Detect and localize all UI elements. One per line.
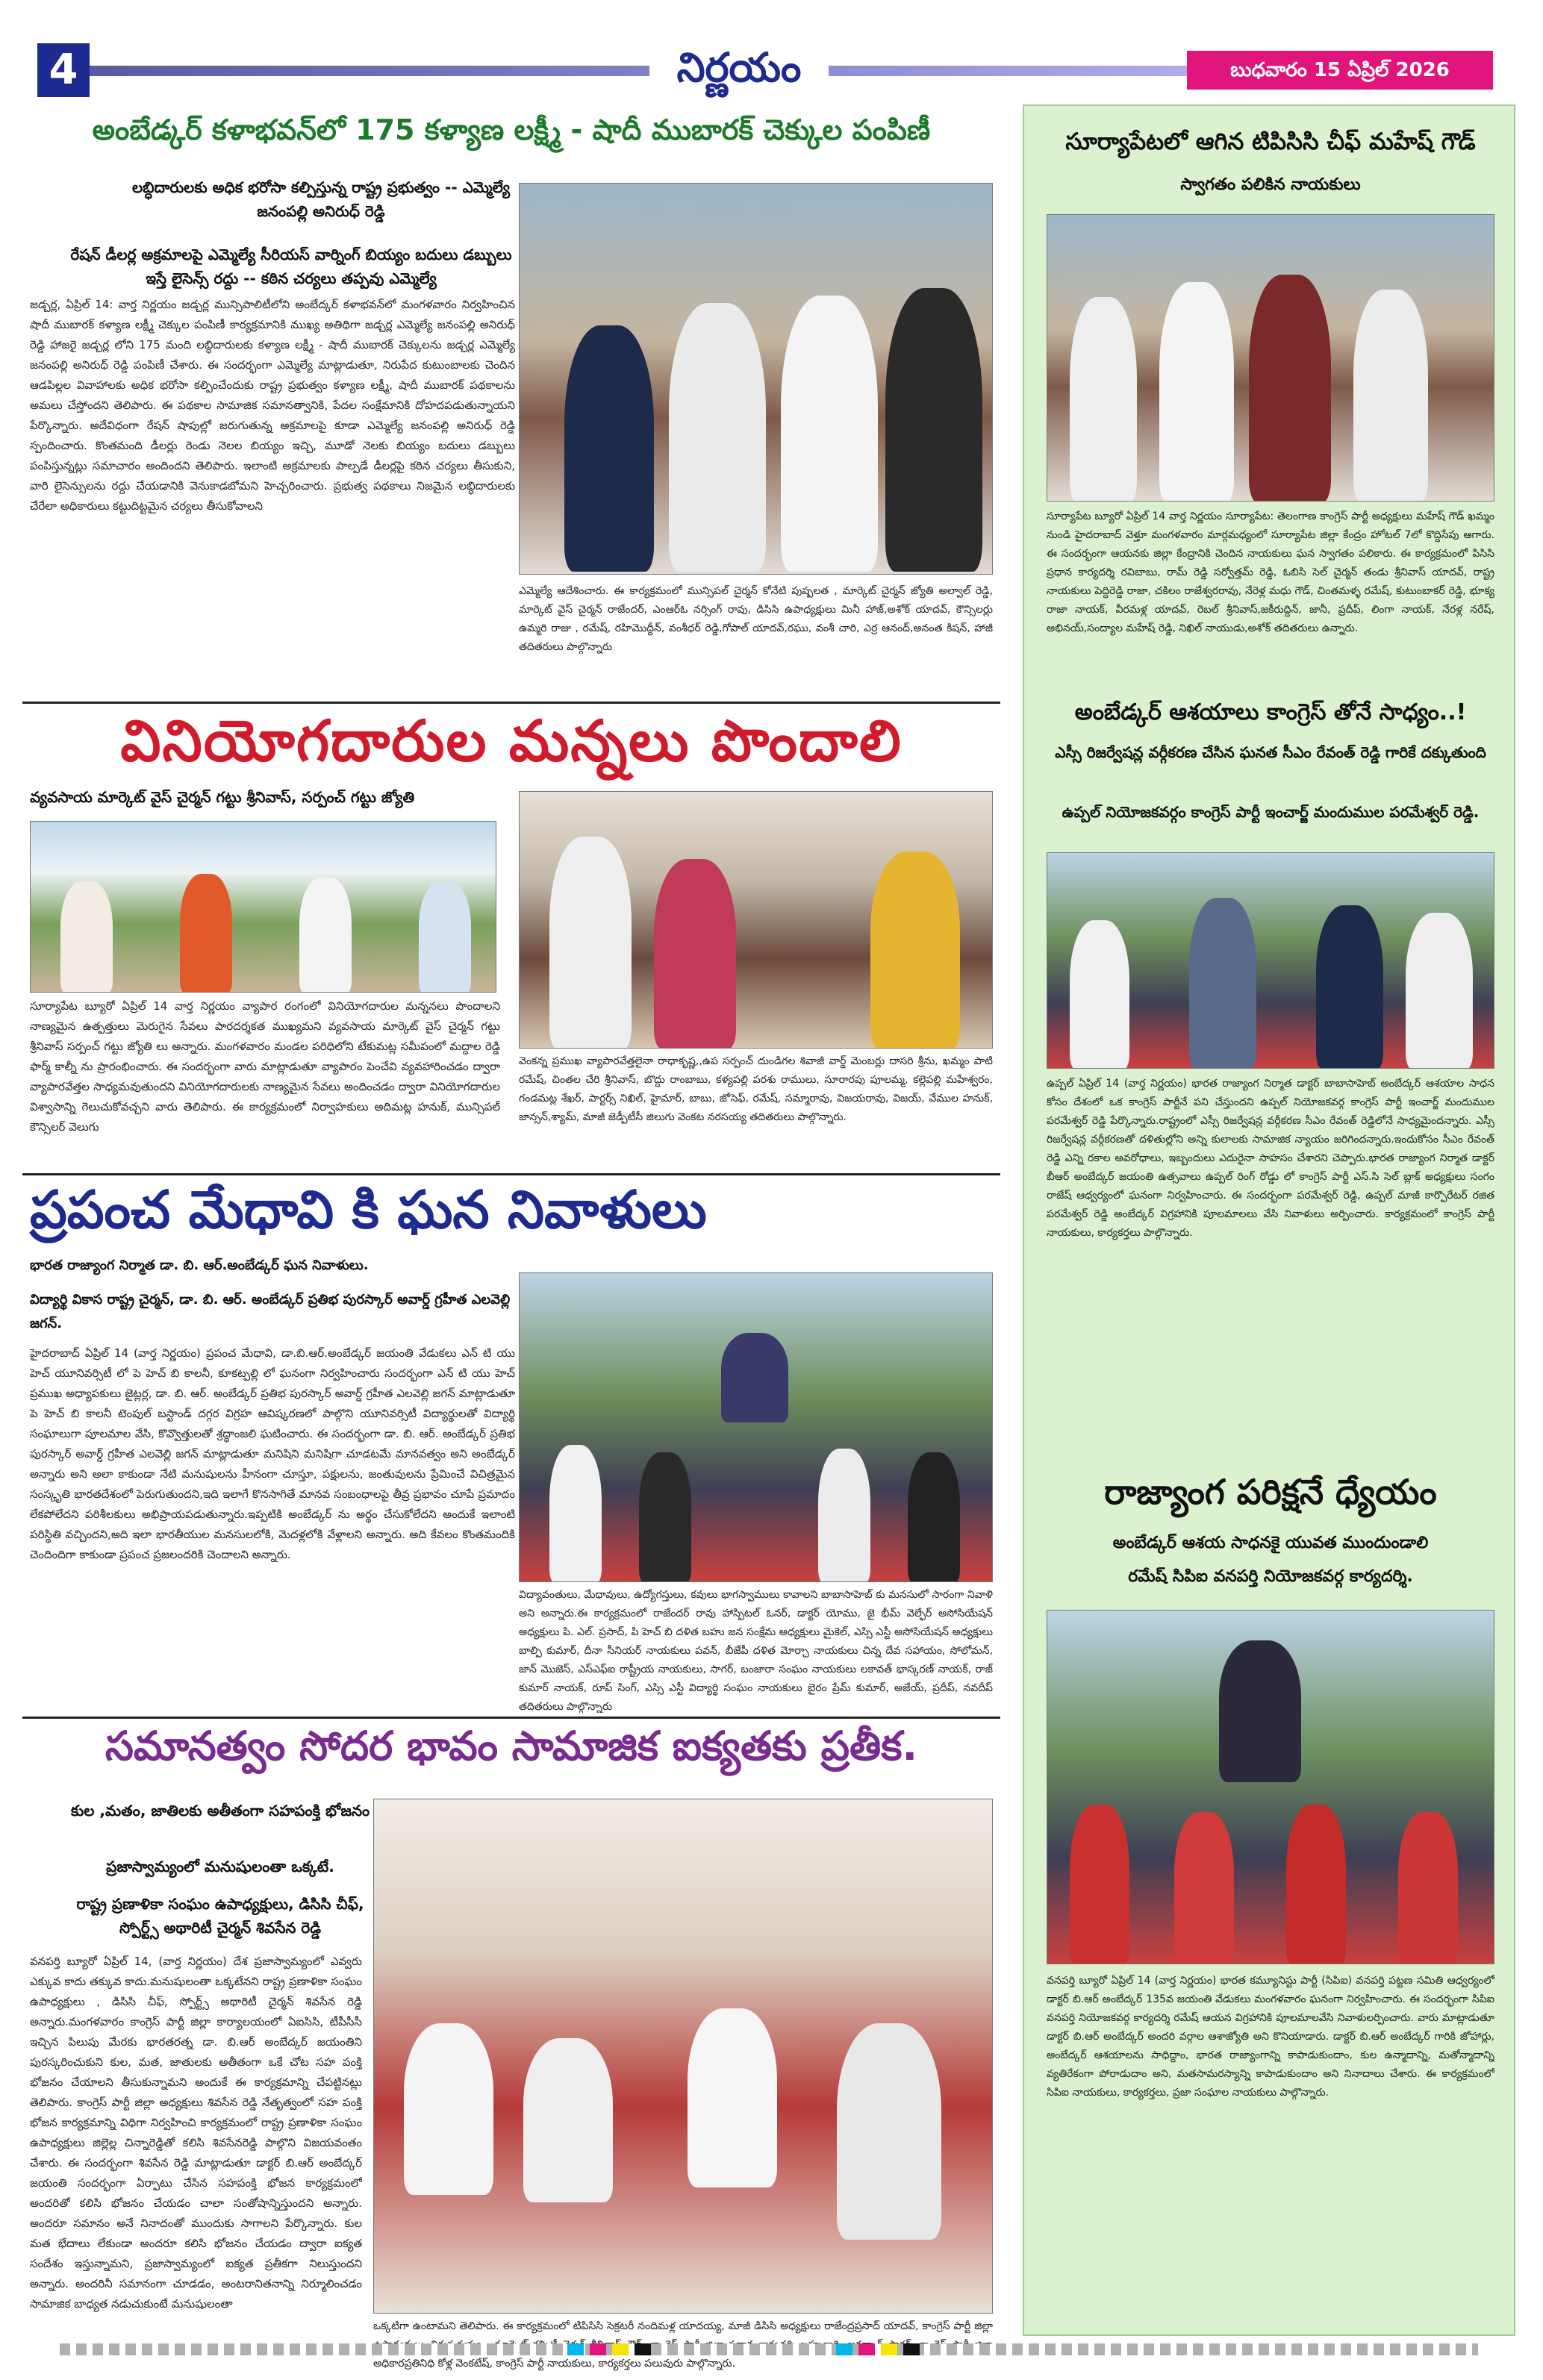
photo-figure: [885, 288, 982, 572]
story4-subhead-3: రాష్ట్ర ప్రణాళికా సంఘం ఉపాధ్యక్షులు, డిసిసి చీఫ్, స్పోర్ట్స్ అథారిటీ చైర్మన్ శివసేన రెడ్డి: [76, 1895, 364, 1937]
photo-figure: [1353, 290, 1428, 502]
right2-subhead-2: ఉప్పల్ నియోజకవర్గం కాంగ్రెస్ పార్టీ ఇంచార్జ్ మందుముల పరమేశ్వర్ రెడ్డి.: [1062, 803, 1480, 821]
story1-headline: అంబేడ్కర్ కళాభవన్‌లో 175 కళ్యాణ లక్ష్మీ - షాదీ ముబారక్ చెక్కుల పంపిణీ: [92, 113, 931, 146]
right1-photo: [1047, 214, 1494, 502]
photo-figure: [721, 1333, 788, 1422]
story3-headline: ప్రపంచ మేధావి కి ఘన నివాళులు: [30, 1179, 707, 1240]
story3-subhead-2: విద్యార్థి వికాస రాష్ట్ర చైర్మన్, డా. బి. ఆర్. అంబేడ్కర్ ప్రతిభ పురస్కార్ అవార్డ్ గ్రహీత ఎలవెల్లి జగన్.: [30, 1292, 511, 1331]
story3-photo: [519, 1272, 993, 1582]
photo-figure: [299, 878, 352, 993]
photo-figure: [404, 2023, 493, 2195]
story2-headline: వినియోగదారుల మన్నలు పొందాలి: [120, 708, 903, 774]
right3-photo: [1047, 1610, 1494, 1964]
story1-subhead-1: లబ్ధిదారులకు అధిక భరోసా కల్పిస్తున్న రాష్ట్ర ప్రభుత్వం -- ఎమ్మెల్యే జనంపల్లి అనిరుధ్ రెడ్డి: [131, 178, 511, 220]
right1-headline: సూర్యాపేటలో ఆగిన టిపిసిసి చీఫ్ మహేష్ గౌడ్: [1065, 128, 1476, 155]
cmyk-swatch-magenta: [590, 2343, 606, 2355]
photo-figure: [669, 303, 766, 572]
photo-figure: [523, 2038, 613, 2202]
story1-caption: ఎమ్మెల్యే ఆదేశించారు. ఈ కార్యక్రమంలో మున్సిపల్ చైర్మన్ కోనేటి పుష్పలత , మార్కెట్ చైర్మన్ జ్యోతి అల్వాల్ రెడ్డి, మార్కెట్ వైస్ చైర్మన్ రాజేందర్, ఎంఆర్ఓ నర్సింగ్ రావు, డిసిసి ఉపాధ్యక్షులు మినీ హాజ్,అశోక్ యాదవ్, కౌన్సిలర్లు ఉమ్మరి రాజు , రమేష్, రహిమొద్దీన్, వంశీధర్ రెడ్డి,గోపాల్ యాదవ్,రఘు, వంశీ చారి, ఎర్ర ఆనంద్,అనంత కిషన్, హాజీ తదితరులు పాల్గొన్నారు: [519, 585, 993, 653]
photo-figure: [654, 859, 736, 1049]
photo-figure: [870, 852, 960, 1049]
left-column: [22, 104, 1000, 2370]
story4-subhead-2: ప్రజాస్వామ్యంలో మనుషులంతా ఒక్కటే.: [106, 1858, 334, 1875]
photo-figure: [1398, 1812, 1458, 1964]
right-column: [1023, 104, 1515, 2336]
right3-caption: వనపర్తి బ్యూరో ఏప్రిల్ 14 (వార్త నిర్ణయం) భారత కమ్యూనిస్టు పార్టీ (సిపిఐ) వనపర్తి పట్టణ సమితి ఆధ్వర్యంలో డాక్టర్ బి.ఆర్ అంబేద్కర్ 135వ జయంతి వేడుకలు మంగళవారం ఘనంగా నిర్వహించారు. ఈ సందర్భంగా సిపిఐ వనపర్తి నియోజకవర్గ కార్యదర్శి రమేష్ ఆయన విగ్రహానికి పూలమాలవేసి నివాళులర్పించారు. వారు మాట్లాడుతూ డాక్టర్ బి.ఆర్ అంబేద్కర్ అందరి వర్గాల ఆశాజ్యోతి అని కొనియాడారు. డాక్టర్ బి.ఆర్ అంబేద్కర్ గారికి జోహార్లు, అంబేద్కర్ ఆశయాలను సాధిద్దాం, భారత రాజ్యాంగాన్ని కాపాడుకుందాం, కుల ఉన్మాదాన్ని, మతోన్మాదాన్ని వ్యతిరేకంగా పోరాడుదాం అని, మతసామరస్యాన్ని కాపాడుకుందాం అని నినాదాలు చేశారు. ఈ కార్యక్రమంలో సిపిఐ నాయకులు, కార్యకర్తలు, ప్రజా సంఘాల నాయకులు పాల్గొన్నారు.: [1047, 1975, 1494, 2099]
story3-subhead-1: భారత రాజ్యాంగ నిర్మాత డా. బి. ఆర్.అంబేడ్కర్ ఘన నివాళులు.: [30, 1258, 369, 1273]
photo-figure: [549, 1445, 602, 1582]
issue-date: బుధవారం 15 ఏప్రిల్ 2026: [1187, 51, 1493, 90]
photo-figure: [1070, 920, 1129, 1069]
right3-headline: రాజ్యాంగ పరిక్షనే ధ్యేయం: [1104, 1472, 1437, 1512]
photo-figure: [180, 874, 232, 993]
photo-figure: [564, 325, 654, 572]
newspaper-logo: [649, 43, 829, 97]
right2-subhead-1: ఎస్సీ రిజర్వేషన్ల వర్గీకరణ చేసిన ఘనత సీఎం రేవంత్ రెడ్డి గారికే దక్కుతుంది: [1055, 743, 1486, 761]
story2-photo-right: [519, 791, 993, 1049]
cmyk-swatch-yellow: [881, 2343, 897, 2355]
photo-figure: [1286, 1805, 1346, 1964]
photo-figure: [419, 881, 471, 993]
story2-photo-left: [30, 821, 496, 993]
photo-figure: [1316, 905, 1383, 1069]
photo-figure: [908, 1452, 960, 1582]
story2-caption: వెంకన్న ప్రముఖ వ్యాపారవేత్తలైనా రాధాకృష్ణ,,ఉప సర్పంచ్ దుండిగల శివాజీ వార్డ్ మెంబర్లు దాసరి శ్రీను, ఖమ్మం పాటి రమేష్, చింతల చేరి శ్రీనివాస్, బొద్దు రాంబాబు, కళ్యపల్లి పరశు రాములు, సూరారపు పూలమ్మ, కల్లెపల్లి మహేశ్వరం, గండమట్ల శేఖర్, పార్టర్స్ నిఖిల్, హైమార్, బాబు, జోసెఫ్, రమేష్, సమ్మారావు, విజయరావు, విజయ్, వేముల హనుక్, జాన్సన్,శ్యామ్, మాజీ జెడ్పీటీసీ జిలుగు వెంకట నరసయ్య తదితరులు పాల్గొన్నారు.: [519, 1055, 993, 1123]
right2-headline: అంబేడ్కర్ ఆశయాలు కాంగ్రెస్ తోనే సాధ్యం..!: [1074, 699, 1467, 725]
cmyk-swatch-yellow: [612, 2343, 629, 2355]
masthead: [37, 43, 1493, 97]
logo-text: నిర్ణయం: [676, 43, 802, 91]
right2-photo: [1047, 852, 1494, 1069]
story1-subhead-2: రేషన్ డీలర్ల అక్రమాలపై ఎమ్మెల్యే సీరియస్ వార్నింగ్ బియ్యం బదులు డబ్బులు ఇస్తే లైసెన్స్ రద్దు -- కఠిన చర్యలు తప్పవు ఎమ్మెల్యే: [70, 246, 512, 287]
section-divider: [22, 702, 1000, 704]
right1-subhead-1: స్వాగతం పలికిన నాయకులు: [1180, 175, 1361, 194]
photo-figure: [1219, 1640, 1301, 1782]
right2-caption: ఉప్పల్ ఏప్రిల్ 14 (వార్త నిర్ణయం) భారత రాజ్యాంగ నిర్మాత డాక్టర్ బాబాసాహెబ్ అంబేద్కర్ ఆశయాల సాధన కోసం దేశంలో ఒక కాంగ్రెస్ పార్టీనే పని చేస్తుందని ఉప్పల్ నియోజకవర్గ కాంగ్రెస్ పార్టీ ఇంచార్జ్ మందుముల పరమేశ్వర్ రెడ్డి పేర్కొన్నారు.రాష్ట్రంలో ఎస్సీ రిజర్వేషన్ల వర్గీకరణ సీఎం రేవంత్ రెడ్డిలోనే సాధ్యమైందన్నారు. ఎస్సీ రిజర్వేషన్ల వర్గీకరణతో దళితుల్లోని అన్ని కులాలకు సామాజిక న్యాయం జరిగిందన్నారు.ఇందుకోసం సీఎం రేవంత్ రెడ్డి ఎన్ని రకాల అవరోధాలు, ఇబ్బందులు ఎదురైనా సాహసం చేశారని చెప్పారు.భారత రాజ్యాంగ నిర్మాత డాక్టర్ బీఆర్ అంబేద్కర్ జయంతి ఉత్సవాలు ఉప్పల్ రింగ్ రోడ్డు లో కాంగ్రెస్ పార్టీ ఎస్.సి సెల్ బ్లాక్ అధ్యక్షులు సంగం రాజేష్ ఆధ్వర్యంలో ఘనంగా నిర్వహించారు. ఈ సందర్భంగా పరమేశ్వర్ రెడ్డి, ఉప్పల్ మాజీ కార్పొరేటర్ రజిత పరమేశ్వర్ రెడ్డి అంబేద్కర్ విగ్రహానికి పూలమాలలు వేసి నివాళులు అర్పించారు. కార్యక్రమంలో కాంగ్రెస్ పార్టీ నాయకులు, కార్యకర్తలు పాల్గొన్నారు.: [1047, 1078, 1494, 1239]
photo-figure: [60, 881, 113, 993]
photo-figure: [1159, 282, 1234, 502]
photo-figure: [688, 2008, 777, 2187]
story4-caption: ఒక్కటిగా ఉంటామని తెలిపారు. ఈ కార్యక్రమంలో టిపిసిసి సెక్రటరీ నందిమళ్ల యాదయ్య, మాజీ డిసిసి అధ్యక్షులు రాజేంద్రప్రసాద్ యాదవ్, కాంగ్రెస్ పార్టీ జిల్లా అధికారప్రతినిధి కోళ్ల వెంకటేష్, కాంగ్రెస్ పార్టీ నాయకులు, కార్యకర్తలు పలువురు పాల్గొన్నారు.: [373, 2320, 993, 2370]
photo-figure: [549, 837, 632, 1049]
right3-subhead-2: రమేష్ సిపిఐ వనపర్తి నియోజకవర్గ కార్యదర్శి.: [1128, 1567, 1413, 1586]
story1-photo: [519, 183, 993, 575]
story1-body: జడ్చర్ల, ఏప్రిల్ 14: వార్త నిర్ణయం జడ్చర్ల మున్సిపాలిటీలోని అంబేద్కర్ కళాభవన్‌లో మంగళవారం నిర్వహించిన షాదీ ముబారక్ కళ్యాణ లక్ష్మీ చెక్కుల పంపిణీ కార్యక్రమానికి ముఖ్య అతిథిగా జడ్చర్ల ఎమ్మెల్యే జనంపల్లి అనిరుధ్ రెడ్డి హాజరై జడ్చర్ల లోని 175 మంది లబ్ధిదారులకు కళ్యాణ లక్ష్మీ - షాదీ ముబారక్ చెక్కులను జడ్చర్ల ఎమ్మెల్యే జనంపల్లి అనిరుధ్ రెడ్డి పంపిణీ చేశారు. ఈ సందర్భంగా ఎమ్మెల్యే మాట్లాడుతూ, నిరుపేద కుటుంబాలకు చెందిన ఆడపిల్లల వివాహాలకు అధిక భరోసా కల్పించేందుకు రాష్ట్ర ప్రభుత్వం కళ్యాణ లక్ష్మీ, షాదీ ముబారక్ పథకాలను అమలు చేస్తోందని తెలిపారు. ఈ పథకాల సామాజిక సమానత్వానికి, పేదల సంక్షేమానికి దోహదపడుతున్నాయని పేర్కొన్నారు. అదేవిధంగా రేషన్ షాపుల్లో జరుగుతున్న అక్రమాలపై కూడా ఎమ్మెల్యే జనంపల్లి అనిరుధ్ రెడ్డి స్పందించారు. కొంతమంది డీలర్లు రెండు నెలల బియ్యం ఇచ్చి, మూడో నెలకు బియ్యం బదులు డబ్బులు పంపిస్తున్నట్లు సమాచారం అందిందని తెలిపారు. ఇలాంటి అక్రమాలకు పాల్పడే డీలర్లపై కఠిన చర్యలు తీసుకుని, వారి లైసెన్సులను రద్దు చేయడానికి వెనుకాడబోమని హెచ్చరించారు. ప్రభుత్వ పథకాలు నిజమైన లబ్ధిదారులకు చేరేలా అధికారులు కట్టుదిట్టమైన చర్యలు తీసుకోవాలని: [30, 298, 515, 513]
story3-body: హైదరాబాద్ ఏప్రిల్ 14 (వార్త నిర్ణయం) ప్రపంచ మేధావి, డా.బి.ఆర్.అంబేడ్కర్ జయంతి వేడుకలు ఎన్ టి యు హెచ్ యూనివర్సిటీ లో పె హెచ్ బి కాలనీ, కూకట్పల్లి లో ఘనంగా నిర్వహించారు సందర్భంగా ఎన్ టి యు హెచ్ ప్రముఖ అధ్యాపకులు జైట్లర్ల, డా. బి. ఆర్. అంబేడ్కర్ ప్రతిభ పురస్కార్ అవార్డ్ గ్రహీత ఎలవెల్లి జగన్ మాట్లాడుతూ పె హెచ్ బి కాలనీ టెంపుల్ బస్టాండ్ దగ్గర విగ్రహ ఆవిష్కరణలో పాల్గొని యూనివర్సిటీ విద్యార్థులతో విద్యార్థి సంఘాలుగా పూలమాల వేసి, కొవ్వొత్తులతో శ్రద్ధాంజలి ఘటించారు. ఈ సందర్భంగా డా. బి. ఆర్. అంబేడ్కర్ ప్రతిభ పురస్కార్ అవార్డ్ గ్రహీత ఎలవెల్లి జగన్ మాట్లాడుతూ మనిషిని మనిషిగా చూడటమే మానవత్వం అని అంబేడ్కర్ అన్నారు అని అలా కాకుండా నేటి మనుషులను హీనంగా చూస్తూ, పక్షులను, జంతువులను ప్రేమించే విచిత్రమైన సంస్కృతి భారతదేశంలో పెరుగుతుందని,ఇది ఇలాగే కొనసాగితే మానవ సంబంధాలపై తీవ్ర ప్రభావం చూపే ప్రమాదం లేకపోలేదని పరిశీలకులు అభిప్రాయపడుతున్నారు.ఇప్పటికి అంబేడ్కర్ ను అర్థం చేసుకోలేదని అందుకే ఇలాంటి పరిస్థితి వచ్చిందని,అది ఇలా భారతీయుల మనసులలోకి, మెదళ్లలోకి వేళ్లాలని అన్నారు. అది కేవలం కొంతమందికి చెందిందిగా కాకుండా ప్రపంచ ప్రజలందరికి చెందాలని అన్నారు.: [30, 1346, 515, 1561]
photo-figure: [781, 296, 878, 572]
story4-photo: [373, 1799, 993, 2314]
photo-figure: [1070, 1805, 1129, 1964]
story4-headline: సమానత్వం సోదర భావం సామాజిక ఐక్యతకు ప్రతీక.: [105, 1722, 917, 1770]
registration-bar: [60, 2343, 1478, 2355]
photo-figure: [1070, 297, 1137, 502]
story4-subhead-1: కుల ,మతం, జాతిలకు అతీతంగా సహపంక్తి భోజనం: [70, 1802, 370, 1820]
story3-caption: విద్యావంతులు, మేధావులు, ఉద్యోగస్తులు, కవులు భాగస్వాములు కావాలని బాబాసాహెబ్ కు మనసులో సారంగా నివాళి అని అన్నారు.ఈ కార్యక్రమంలో రాజేందర్ రావు హాస్పిటల్ ఓనర్, డాక్టర్ యోము, జై భీమ్ వెల్ఫేర్ అసోసియేషన్ అధ్యక్షులు పి. ఎల్. ప్రసాద్, పి హెచ్ బి దళిత బహు జన సంక్షేమ అధ్యక్షులు మైకెల్, ఎస్సి ఎస్టీ అసోసియేషన్ అధ్యక్షులు బాల్పి కుమార్, దీనా సీనియర్ నాయకులు పవన్, బీజేపీ దళిత మోర్చా నాయకులు చిన్న దేవ సహాయం, సోలోమన్, జాన్ మొజెస్, ఎస్ఎఫ్‌ఐ రాష్ట్రీయ నాయకులు, సాగర్, బంజారా సంఘం నాయకులు లకావత్ భాస్కరణ్ నాయక్, రాజ్ కుమార్ నాయక్, రూప్ సింగ్, ఎస్సి ఎస్టీ విద్యార్థి సంఘం నాయకులు బైరం ప్రేమ్ కుమార్, అజేయ్, ప్రదీప్, నవదీప్ తదితరులు పాల్గొన్నారు: [519, 1589, 993, 1713]
cmyk-swatch-cyan: [567, 2343, 584, 2355]
photo-figure: [1406, 913, 1473, 1069]
cmyk-swatch-black: [635, 2343, 651, 2355]
cmyk-swatch-magenta: [858, 2343, 875, 2355]
right3-subhead-1: అంబేడ్కర్ ఆశయ సాధనకై యువత ముందుండాలి: [1112, 1534, 1429, 1552]
section-divider: [22, 1173, 1000, 1175]
section-divider: [22, 1717, 1000, 1719]
cmyk-swatch-cyan: [836, 2343, 852, 2355]
story2-body: సూర్యాపేట బ్యూరో ఏప్రిల్ 14 వార్త నిర్ణయం వ్యాపార రంగంలో వినియోగదారుల మన్ననలు పొందాలని నాణ్యమైన ఉత్పత్తులు మెరుగైన సేవలు పారదర్శకత ముఖ్యమని వ్యవసాయ మార్కెట్ వైస్ చైర్మన్ గట్టు శ్రీనివాస్ సర్పంచ్ గట్టు జ్యోతి లు అన్నారు. మంగళవారం మండల పరిధిలోని టేకుమట్ల సమీపంలో మద్దాల రెడ్డి ఫార్మ్ కాల్నీ ను ప్రారంభించారు. ఈ సందర్భంగా వారు మాట్లాడుతూ వ్యాపారం పెంచేవి వ్యవహారించడం ద్వారా వ్యాపారవేత్తల సాధ్యమవుతుందని వినియోగదారులకు నాణ్యమైన సేవలు అందించడం ద్వారా వినియోగదారుల విశ్వాసాన్ని గెలుచుకోవచ్చని వారు తెలిపారు. ఈ కార్యక్రమంలో నిర్వాహకులు అదిమట్ల హనుక్, మున్సిపల్ కౌన్సిలర్ వెలుగు: [30, 999, 500, 1134]
right1-caption: సూర్యాపేట బ్యూరో ఏప్రిల్ 14 వార్త నిర్ణయం సూర్యాపేట: తెలంగాణ కాంగ్రెస్ పార్టీ అధ్యక్షులు మహేష్ గౌడ్ ఖమ్మం నుండి హైదరాబాద్ వెళ్తూ మంగళవారం మార్గమధ్యంలో సూర్యాపేట జిల్లా కేంద్రం హోటల్ 7లో కొద్దిసేపు ఆగారు. ఈ సందర్భంగా ఆయనకు జిల్లా కేంద్రానికి చెందిన నాయకులు ఘన స్వాగతం పలికారు. ఈ కార్యక్రమంలో పిసిసి ప్రధాన కార్యదర్శి రవిబాబు, రామ్ రెడ్డి సర్వోత్తమ్ రెడ్డి, ఓబిసి సెల్ చైర్మన్ తండు శ్రీనివాస్ యాదవ్, రాష్ట్ర నాయకులు పెద్దిరెడ్డి రాజా, చకిలం రాజేశ్వరరావు, నేరెళ్ల మధు గౌడ్, చింతమళ్ళ రమేష్, కుటుంబాకర్ రెడ్డి, భూక్య రాజా నాయక్, వీరమళ్ల యాదవ్, రెబల్ శ్రీనివాస్,జకీరుద్దిన్, జానీ, ప్రదీప్, లింగా నాయక్, నేరళ్ల నరేష్, అభినయ్,సంద్యాల మహేష్ రెడ్డి, నిఖిల్ నాయుడు,అశోక్ తదితరులు ఉన్నారు.: [1047, 510, 1494, 634]
photo-figure: [1189, 898, 1256, 1069]
story2-subhead-1: వ్యవసాయ మార్కెట్ వైస్ చైర్మన్ గట్టు శ్రీనివాస్, సర్పంచ్ గట్టు జ్యోతి: [30, 788, 415, 806]
photo-figure: [1249, 275, 1331, 502]
cmyk-swatch-black: [903, 2343, 920, 2355]
photo-figure: [818, 1449, 870, 1582]
story4-body: వనపర్తి బ్యూరో ఏప్రిల్ 14, (వార్త నిర్ణయం) దేశ ప్రజాస్వామ్యంలో ఎవ్వరు ఎక్కువ కాదు తక్కువ కాదు.మనుషులంతా ఒక్కటేనని రాష్ట్ర ప్రణాళికా సంఘం ఉపాధ్యక్షులు , డిసిసి చీఫ్, స్పోర్ట్స్ అథారిటీ చైర్మన్ శివసేన రెడ్డి అన్నారు.మంగళవారం కాంగ్రెస్ పార్టీ జిల్లా కార్యాలయంలో ఏఐసిసి, టీపీసీసీ ఇచ్చిన పిలుపు మేరకు భారతరత్న డా. బి.ఆర్ అంబేద్కర్ జయంతిని పురస్కరించుకుని కుల, మత, జాతులకు అతీతంగా ఒకే చోట సహ పంక్తి భోజనం చేయాలని తీసుకున్నామని అందుకే ఈ కార్యక్రమాన్ని చేపట్టినట్లు తెలిపారు. కాంగ్రెస్ పార్టీ జిల్లా అధ్యక్షులు శివసేన రెడ్డి నేతృత్వంలో సహ పంక్తి భోజన కార్యక్రమాన్ని విధిగా నిర్వహించి కార్యక్రమంలో రాష్ట్ర ప్రణాళికా సంఘం ఉపాధ్యక్షులు జిల్లెల్ల చిన్నారెడ్డితో కలిసి శివసేనరెడ్డి పాల్గొని విజయవంతం చేశారు. ఈ సందర్భంగా శివసేన రెడ్డి మాట్లాడుతూ డాక్టర్ బి.ఆర్ అంబేద్కర్ జయంతి సందర్భంగా ఏర్పాటు చేసిన సహపంక్తి భోజన కార్యక్రమంలో అందరితో కలిసి భోజనం చేయడం చాలా సంతోషాన్నిస్తుందని అన్నారు. అందరూ సమానం అనే నినాదంతో ముందుకు సాగాలని పేర్కొన్నారు. కుల మత భేదాలు లేకుండా అందరూ కలిసి భోజనం చేయడం ద్వారా ఐక్యత సందేశం ఇస్తున్నామని, ప్రజాస్వామ్యంలో ఐక్యత ప్రతీకగా నిలుస్తుందని అన్నారు. అందరినీ సమానంగా చూడడం, అంటరానితనాన్ని నిర్మూలించడం సామాజిక బాధ్యత నడుచుకుంటే మనుషులంతా: [30, 1955, 362, 2311]
photo-figure: [639, 1452, 691, 1582]
page-number: 4: [37, 43, 90, 97]
photo-figure: [837, 2023, 941, 2240]
photo-figure: [1174, 1812, 1234, 1964]
